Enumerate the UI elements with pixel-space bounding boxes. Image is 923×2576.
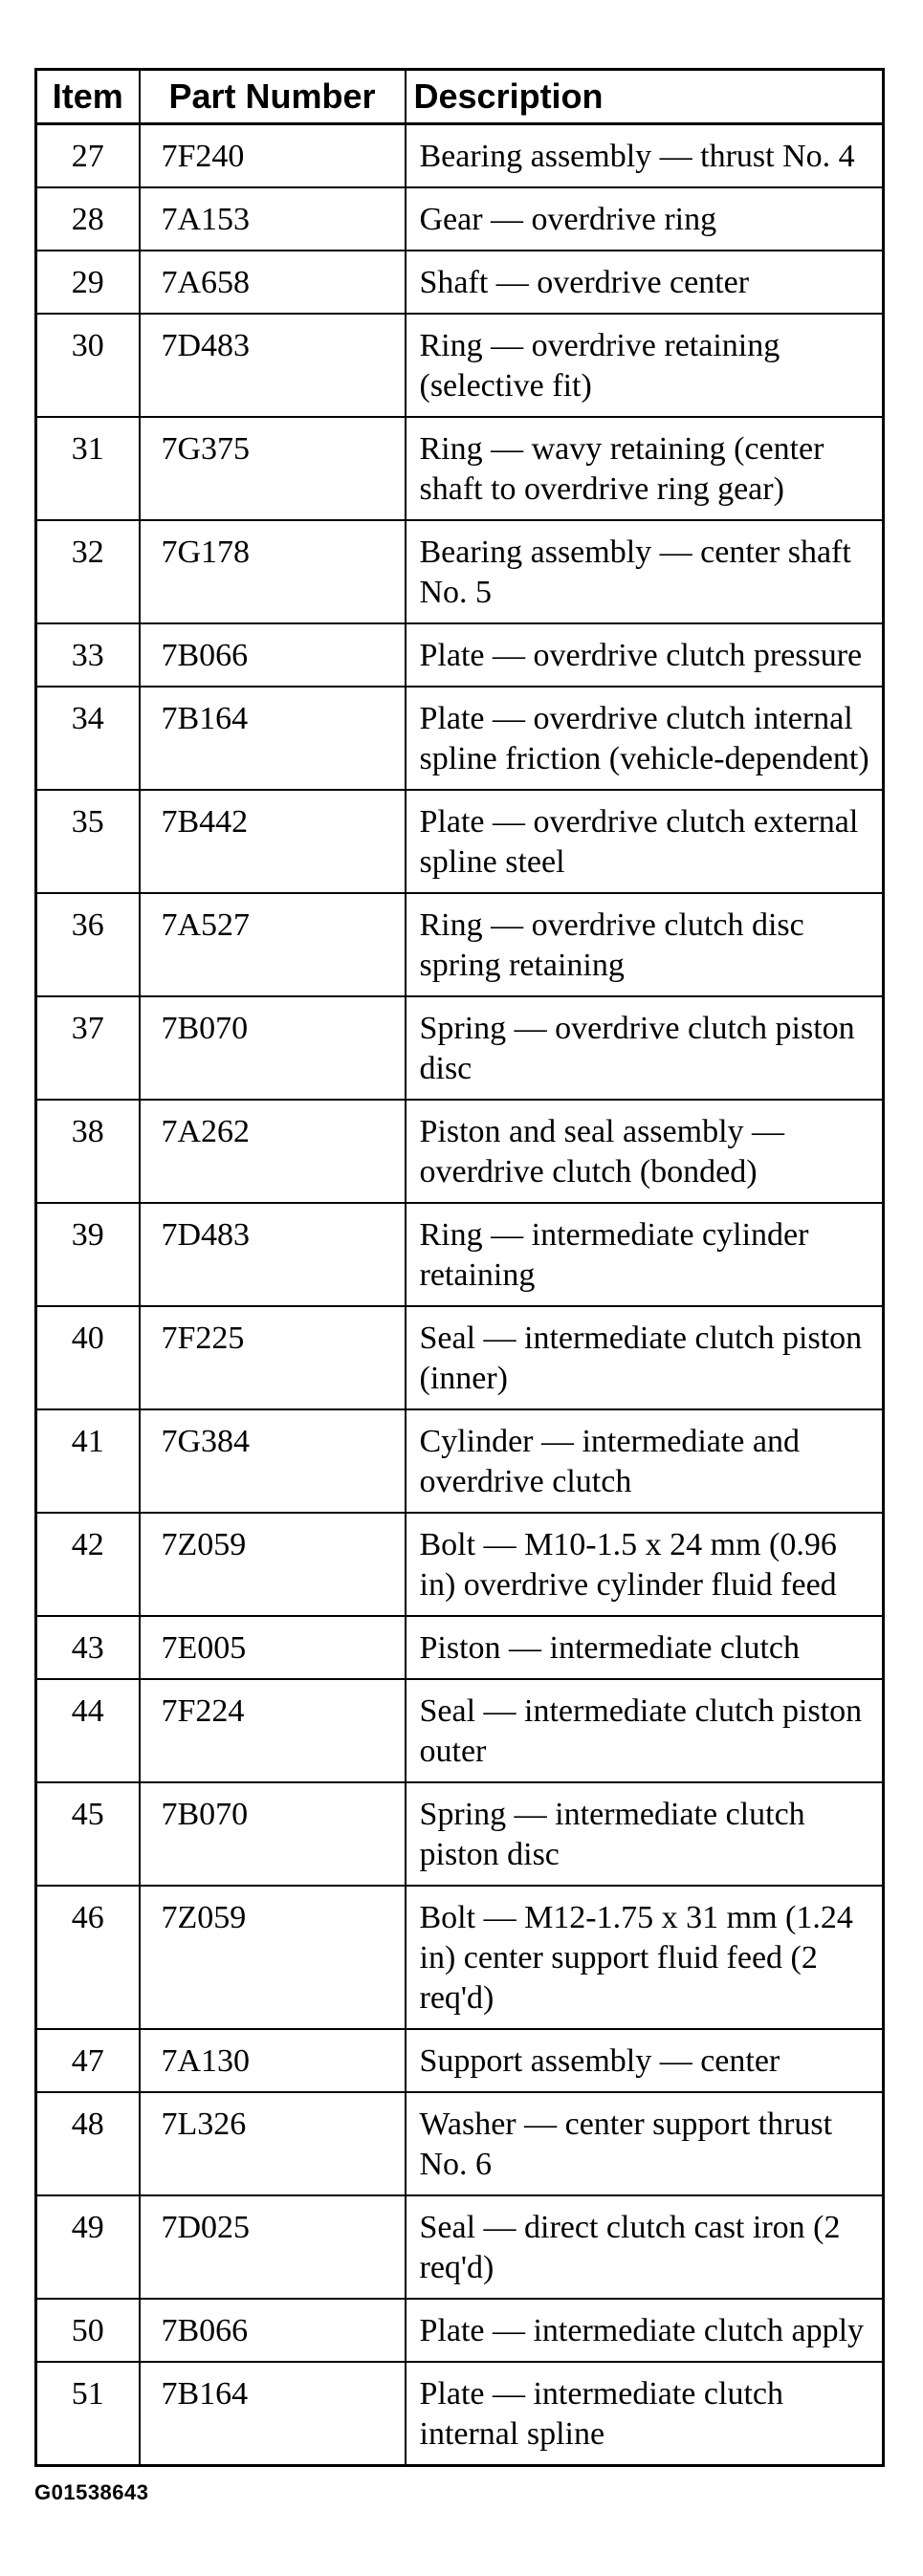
description-cell: Spring — intermediate clutch piston disc <box>406 1782 884 1886</box>
item-number-cell: 27 <box>36 124 140 188</box>
table-row <box>36 2195 884 2299</box>
figure-id: G01538643 <box>34 2480 149 2504</box>
part-number-cell: 7B070 <box>140 996 406 1100</box>
item-number-cell: 33 <box>36 623 140 687</box>
table-row <box>36 251 884 314</box>
item-number-cell: 29 <box>36 251 140 314</box>
description-cell: Plate — overdrive clutch pressure <box>406 623 884 687</box>
part-number-cell: 7B164 <box>140 2362 406 2466</box>
table-row <box>36 187 884 251</box>
part-number-cell: 7F240 <box>140 124 406 188</box>
parts-table <box>34 68 885 2467</box>
part-number-cell: 7B442 <box>140 790 406 893</box>
table-row <box>36 1100 884 1203</box>
header-item: Item <box>36 70 140 124</box>
description-cell: Piston — intermediate clutch <box>406 1616 884 1679</box>
part-number-cell: 7E005 <box>140 1616 406 1679</box>
item-number-cell: 32 <box>36 520 140 623</box>
item-number-cell: 44 <box>36 1679 140 1782</box>
item-number-cell: 46 <box>36 1886 140 2029</box>
table-row <box>36 2029 884 2092</box>
item-number-cell: 30 <box>36 314 140 417</box>
header-part-number: Part Number <box>140 70 406 124</box>
description-cell: Bearing assembly — thrust No. 4 <box>406 124 884 188</box>
description-cell: Seal — intermediate clutch piston (inner) <box>406 1306 884 1409</box>
description-cell: Plate — intermediate clutch internal spline <box>406 2362 884 2466</box>
item-number-cell: 36 <box>36 893 140 996</box>
table-row <box>36 2299 884 2362</box>
description-cell: Bearing assembly — center shaft No. 5 <box>406 520 884 623</box>
item-number-cell: 49 <box>36 2195 140 2299</box>
item-number-cell: 41 <box>36 1409 140 1513</box>
item-number-cell: 45 <box>36 1782 140 1886</box>
description-cell: Seal — intermediate clutch piston outer <box>406 1679 884 1782</box>
table-row <box>36 893 884 996</box>
part-number-cell: 7A262 <box>140 1100 406 1203</box>
item-number-cell: 50 <box>36 2299 140 2362</box>
item-number-cell: 38 <box>36 1100 140 1203</box>
item-number-cell: 31 <box>36 417 140 520</box>
part-number-cell: 7G178 <box>140 520 406 623</box>
part-number-cell: 7Z059 <box>140 1886 406 2029</box>
part-number-cell: 7B066 <box>140 623 406 687</box>
part-number-cell: 7A130 <box>140 2029 406 2092</box>
part-number-cell: 7D483 <box>140 1203 406 1306</box>
part-number-cell: 7D025 <box>140 2195 406 2299</box>
header-description: Description <box>406 70 884 124</box>
table-row <box>36 417 884 520</box>
table-row <box>36 790 884 893</box>
description-cell: Cylinder — intermediate and overdrive clutch <box>406 1409 884 1513</box>
table-row <box>36 1616 884 1679</box>
part-number-cell: 7F225 <box>140 1306 406 1409</box>
part-number-cell: 7B066 <box>140 2299 406 2362</box>
table-row <box>36 520 884 623</box>
description-cell: Shaft — overdrive center <box>406 251 884 314</box>
item-number-cell: 39 <box>36 1203 140 1306</box>
table-row <box>36 1886 884 2029</box>
part-number-cell: 7G384 <box>140 1409 406 1513</box>
item-number-cell: 42 <box>36 1513 140 1616</box>
header-row <box>36 70 884 124</box>
table-row <box>36 1409 884 1513</box>
item-number-cell: 35 <box>36 790 140 893</box>
description-cell: Seal — direct clutch cast iron (2 req'd) <box>406 2195 884 2299</box>
description-cell: Ring — overdrive retaining (selective fit) <box>406 314 884 417</box>
table-row <box>36 1513 884 1616</box>
part-number-cell: 7A527 <box>140 893 406 996</box>
description-cell: Ring — wavy retaining (center shaft to overdrive ring gear) <box>406 417 884 520</box>
description-cell: Bolt — M10-1.5 x 24 mm (0.96 in) overdrive cylinder fluid feed <box>406 1513 884 1616</box>
table-row <box>36 2362 884 2466</box>
part-number-cell: 7A153 <box>140 187 406 251</box>
part-number-cell: 7B164 <box>140 687 406 790</box>
table-row <box>36 314 884 417</box>
table-row <box>36 623 884 687</box>
description-cell: Ring — intermediate cylinder retaining <box>406 1203 884 1306</box>
table-row <box>36 1306 884 1409</box>
description-cell: Washer — center support thrust No. 6 <box>406 2092 884 2195</box>
part-number-cell: 7B070 <box>140 1782 406 1886</box>
part-number-cell: 7F224 <box>140 1679 406 1782</box>
item-number-cell: 47 <box>36 2029 140 2092</box>
table-row <box>36 996 884 1100</box>
table-body <box>36 124 884 2466</box>
table-row <box>36 1203 884 1306</box>
item-number-cell: 28 <box>36 187 140 251</box>
description-cell: Plate — intermediate clutch apply <box>406 2299 884 2362</box>
item-number-cell: 43 <box>36 1616 140 1679</box>
description-cell: Spring — overdrive clutch piston disc <box>406 996 884 1100</box>
description-cell: Ring — overdrive clutch disc spring retaining <box>406 893 884 996</box>
table-row <box>36 687 884 790</box>
description-cell: Plate — overdrive clutch external spline steel <box>406 790 884 893</box>
table-row <box>36 2092 884 2195</box>
description-cell: Plate — overdrive clutch internal spline friction (vehicle-dependent) <box>406 687 884 790</box>
description-cell: Bolt — M12-1.75 x 31 mm (1.24 in) center support fluid feed (2 req'd) <box>406 1886 884 2029</box>
item-number-cell: 37 <box>36 996 140 1100</box>
part-number-cell: 7G375 <box>140 417 406 520</box>
table-row <box>36 1679 884 1782</box>
table-row <box>36 124 884 188</box>
item-number-cell: 48 <box>36 2092 140 2195</box>
table-row <box>36 1782 884 1886</box>
part-number-cell: 7L326 <box>140 2092 406 2195</box>
part-number-cell: 7A658 <box>140 251 406 314</box>
description-cell: Gear — overdrive ring <box>406 187 884 251</box>
part-number-cell: 7D483 <box>140 314 406 417</box>
item-number-cell: 34 <box>36 687 140 790</box>
description-cell: Support assembly — center <box>406 2029 884 2092</box>
part-number-cell: 7Z059 <box>140 1513 406 1616</box>
item-number-cell: 51 <box>36 2362 140 2466</box>
item-number-cell: 40 <box>36 1306 140 1409</box>
description-cell: Piston and seal assembly — overdrive clutch (bonded) <box>406 1100 884 1203</box>
